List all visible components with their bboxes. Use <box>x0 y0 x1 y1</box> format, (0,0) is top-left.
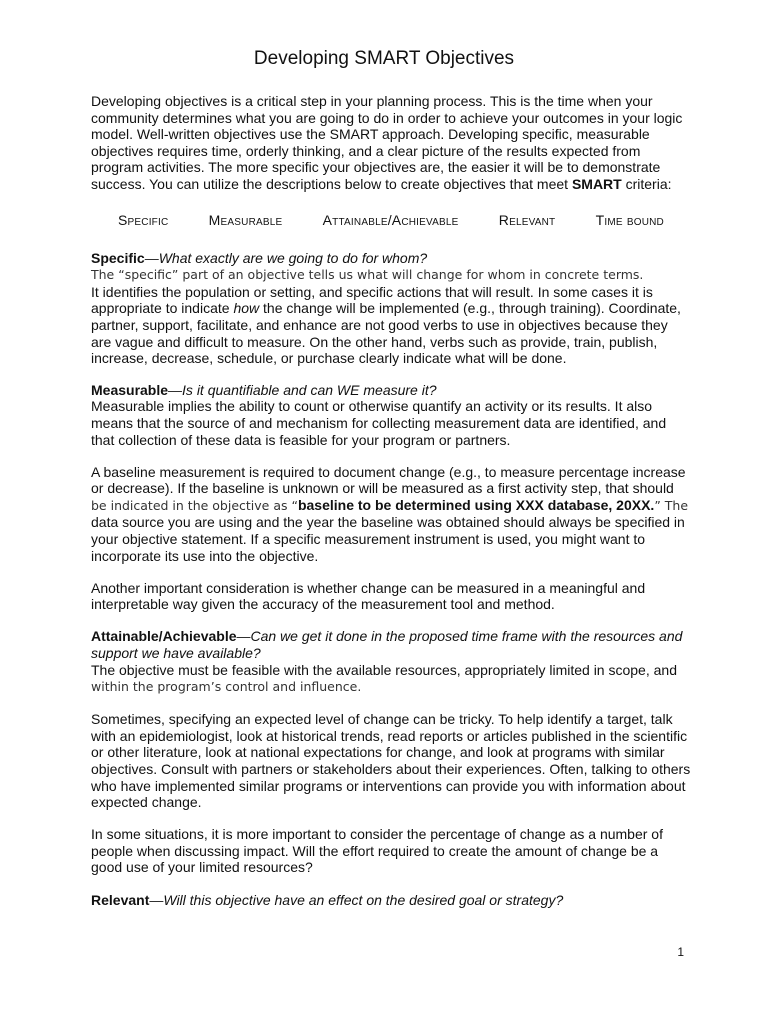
attainable-section <box>91 628 691 695</box>
page-number: 1 <box>677 945 684 959</box>
intro-smart-bold: SMART <box>571 175 622 192</box>
smart-term-attainable: Attainable/Achievable <box>322 211 459 228</box>
smart-term-relevant: Relevant <box>498 211 556 228</box>
measurable-para2a: A baseline measurement is required to document change (e.g., to measure percentage increase or decrease). If the baseline is unknown or will be measured as a first activity step, that should <box>91 463 686 497</box>
measurable-section <box>91 382 691 448</box>
relevant-heading: Relevant <box>91 891 150 908</box>
intro-tail: criteria: <box>621 175 672 192</box>
page-title: Developing SMART Objectives <box>253 48 515 69</box>
specific-dash: — <box>144 249 159 266</box>
measurable-question: Is it quantifiable and can WE measure it? <box>182 381 437 398</box>
attainable-para2: Sometimes, specifying an expected level of change can be tricky. To help identify a target, talk with an epidemiologist, look at historical trends, read reports or articles published in the scientific or other literature, look at national expectations for change, and look at programs with similar objectives. Consult with partners or stakeholders about their experiences. Often, talking to others who have implemented similar programs or interventions can provide you with information about expected change. <box>91 711 691 811</box>
specific-line1: The “specific” part of an objective tells us what will change for whom in concrete terms. <box>91 267 644 283</box>
measurable-baseline-bold: baseline to be determined using XXX database, 20XX. <box>297 496 655 513</box>
measurable-para2-thin2: ” The <box>654 497 689 513</box>
measurable-dash: — <box>168 381 183 398</box>
specific-section <box>91 250 691 367</box>
specific-line2a: It identifies the population or setting, and specific actions that will result. In some cases it is appropriate to indicate <box>91 283 653 317</box>
measurable-para2-thin: be indicated in the objective as “ <box>91 497 298 513</box>
measurable-para3: Another important consideration is whether change can be measured in a meaningful and interpretable way given the accuracy of the measurement tool and method. <box>91 579 646 613</box>
relevant-section <box>91 892 691 909</box>
smart-term-specific: Specific <box>118 211 169 228</box>
intro-text: Developing objectives is a critical step in your planning process. This is the time when your community determines what you are going to do in order to achieve your outcomes in your logic model. Well-written objectives use the SMART approach. Developing specific, measurable objectives requires time, orderly thinking, and a clear picture of the results expected from program activities. The more specific your objectives are, the easier it will be to demonstrate success. You can utilize the descriptions below to create objectives that meet <box>91 93 683 192</box>
measurable-para1: Measurable implies the ability to count or otherwise quantify an activity or its results. It also means that the source of and mechanism for collecting measurement data are identified, and that collection of these data is feasible for your program or partners. <box>91 398 667 448</box>
attainable-para1-thin: within the program’s control and influence. <box>91 679 362 695</box>
attainable-para1a: The objective must be feasible with the available resources, appropriately limited in scope, and <box>91 661 677 678</box>
intro-paragraph <box>91 93 691 193</box>
relevant-dash: — <box>149 891 164 908</box>
document-body <box>91 93 691 924</box>
attainable-dash: — <box>236 628 251 645</box>
specific-question: What exactly are we going to do for whom? <box>158 249 428 266</box>
smart-term-time-bound: Time bound <box>595 211 664 228</box>
specific-heading: Specific <box>91 249 145 266</box>
measurable-baseline-paragraph <box>91 464 691 565</box>
measurable-para2c: data source you are using and the year the baseline was obtained should always be specified in your objective statement. If a specific measurement instrument is used, you might want to incorporate its use into the objective. <box>91 514 685 564</box>
specific-how: how <box>233 300 260 317</box>
attainable-heading: Attainable/Achievable <box>91 628 237 645</box>
smart-criteria-row <box>118 212 664 228</box>
smart-term-measurable: Measurable <box>208 211 283 228</box>
attainable-para3: In some situations, it is more important to consider the percentage of change as a number of people when discussing impact. Will the effort required to create the amount of change be a good use of your limited resources? <box>91 826 663 876</box>
relevant-question: Will this objective have an effect on the desired goal or strategy? <box>163 891 564 908</box>
measurable-heading: Measurable <box>91 381 169 398</box>
specific-line2b: the change will be implemented (e.g., through training). Coordinate, partner, support, facilitate, and enhance are not good verbs to use in objectives because they are vague and difficult to measure. On the other hand, verbs such as provide, train, publish, increase, decrease, schedule, or purchase clearly indicate what will be done. <box>91 300 681 367</box>
attainable-question: Can we get it done in the proposed time frame with the resources and support we have available? <box>91 628 683 661</box>
